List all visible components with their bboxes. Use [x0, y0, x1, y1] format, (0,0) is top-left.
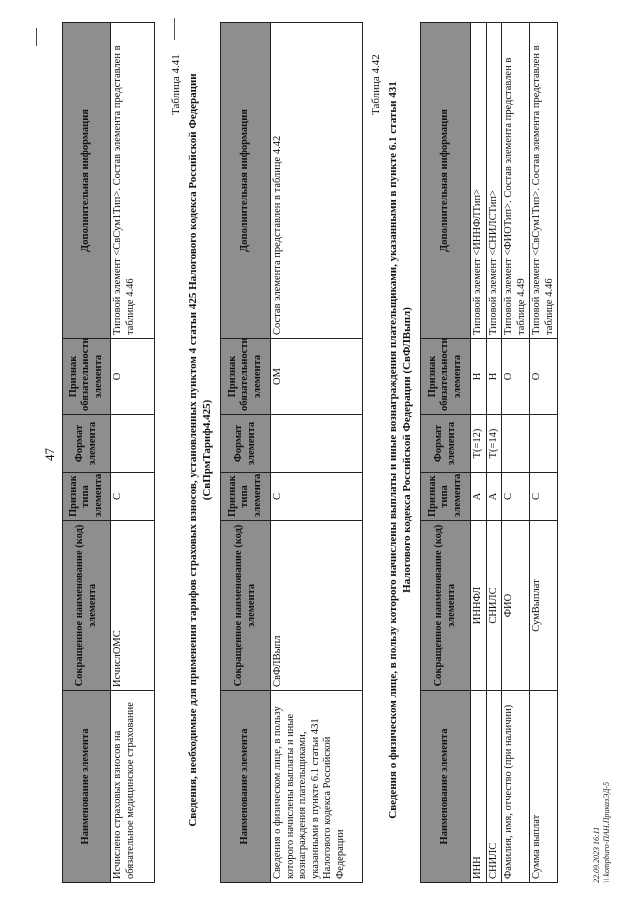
cell-info: Типовой элемент <СвСум1Тип>. Состав элемента представлен в таблице 4.46	[111, 23, 155, 339]
cell-format	[271, 415, 363, 473]
cell-format: T(=12)	[471, 415, 487, 473]
cell-required: ОМ	[271, 339, 363, 415]
cell-code: СумВыплат	[530, 521, 558, 691]
header-info: Дополнительная информация	[63, 23, 111, 339]
cell-required: О	[502, 339, 530, 415]
cell-required: О	[530, 339, 558, 415]
cell-name: Сумма выплат	[530, 691, 558, 883]
cell-format	[530, 415, 558, 473]
cell-info: Типовой элемент <ИННФЛТип>	[471, 23, 487, 339]
table-442	[420, 22, 558, 883]
cell-type: С	[502, 473, 530, 521]
table-row	[502, 23, 530, 883]
page-number: 47	[42, 448, 57, 461]
table-row	[530, 23, 558, 883]
cell-format	[111, 415, 155, 473]
table-441-title: Сведения, необходимые для применения тарифов страховых взносов, установленных пунктом 4 статьи 425 Налогового кодекса Российской Федерации (СвПрмТариф4.425)	[187, 73, 213, 827]
table-442-label: Таблица 4.42	[370, 54, 382, 115]
cell-code: ФИО	[502, 521, 530, 691]
header-info: Дополнительная информация	[221, 23, 271, 339]
table-442-title: Сведения о физическом лице, в пользу которого начислены выплаты и иные вознаграждения плательщиками, указанными в пункте 6.1 статьи 431 Налогового кодекса Российской Федерации (СвФЛВыпл)	[387, 81, 413, 819]
header-code: Сокращенное наименование (код) элемента	[63, 521, 111, 691]
table-row	[471, 23, 487, 883]
cell-info: Типовой элемент <СвСум1Тип>. Состав элемента представлен в таблице 4.46	[530, 23, 558, 339]
cell-type: С	[530, 473, 558, 521]
header-type: Признак типа элемента	[421, 473, 471, 521]
header-code: Сокращенное наименование (код) элемента	[421, 521, 471, 691]
cell-name: Сведения о физическом лице, в пользу которого начислены выплаты и иные вознаграждения плательщиками, указанными в пункте 6.1 статьи 431 Налогового кодекса Российской Федерации	[271, 691, 363, 883]
cell-code: СНИЛС	[486, 521, 502, 691]
header-name: Наименование элемента	[63, 691, 111, 883]
cell-name: СНИЛС	[486, 691, 502, 883]
cell-type: А	[471, 473, 487, 521]
table-441	[220, 22, 363, 883]
cell-code: ИсчислОМС	[111, 521, 155, 691]
header-required: Признак обязательности элемента	[221, 339, 271, 415]
cell-name: ИНН	[471, 691, 487, 883]
header-name: Наименование элемента	[421, 691, 471, 883]
header-name: Наименование элемента	[221, 691, 271, 883]
cell-code: СвФЛВыпл	[271, 521, 363, 691]
footer-path: \\ kompburo-ПАН.ПриказЭД-5	[602, 781, 611, 883]
cell-type: С	[271, 473, 363, 521]
header-format: Формат элемента	[221, 415, 271, 473]
cell-type: С	[111, 473, 155, 521]
header-format: Формат элемента	[63, 415, 111, 473]
table-row	[111, 23, 155, 883]
header-type: Признак типа элемента	[63, 473, 111, 521]
table-top	[62, 22, 155, 883]
cell-code: ИННФЛ	[471, 521, 487, 691]
header-required: Признак обязательности элемента	[63, 339, 111, 415]
cell-info: Типовой элемент <ФИОТип>. Состав элемента представлен в таблице 4.49	[502, 23, 530, 339]
cell-required: Н	[471, 339, 487, 415]
header-format: Формат элемента	[421, 415, 471, 473]
cell-required: Н	[486, 339, 502, 415]
cell-format	[502, 415, 530, 473]
footer-date: 22.09.2023 16:11	[592, 826, 601, 883]
header-required: Признак обязательности элемента	[421, 339, 471, 415]
cell-format: T(=14)	[486, 415, 502, 473]
cell-name: Исчислено страховых взносов на обязательное медицинское страхование	[111, 691, 155, 883]
cell-required: О	[111, 339, 155, 415]
cell-info: Состав элемента представлен в таблице 4.42	[271, 23, 363, 339]
table-441-label: Таблица 4.41	[170, 54, 182, 115]
header-type: Признак типа элемента	[221, 473, 271, 521]
cell-name: Фамилия, имя, отчество (при наличии)	[502, 691, 530, 883]
header-info: Дополнительная информация	[421, 23, 471, 339]
table-row	[486, 23, 502, 883]
footer-stamp	[592, 782, 612, 883]
table-row	[271, 23, 363, 883]
cell-info: Типовой элемент <СНИЛСТип>	[486, 23, 502, 339]
cell-type: А	[486, 473, 502, 521]
header-code: Сокращенное наименование (код) элемента	[221, 521, 271, 691]
